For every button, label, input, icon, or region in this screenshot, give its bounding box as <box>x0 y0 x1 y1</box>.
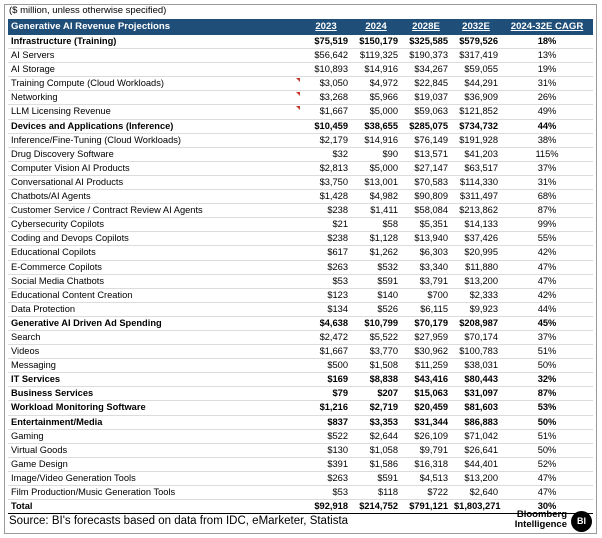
table-row <box>8 316 593 330</box>
value-cell-2024: $14,916 <box>351 63 401 77</box>
cagr-cell: 55% <box>501 232 593 246</box>
cagr-cell: 30% <box>501 500 593 514</box>
table-row <box>8 302 593 316</box>
value-cell-2024: $150,179 <box>351 35 401 49</box>
value-cell-2023: $391 <box>301 457 351 471</box>
value-cell-2024: $8,838 <box>351 373 401 387</box>
row-label: Chatbots/AI Agents <box>8 190 301 204</box>
row-label: IT Services <box>8 373 301 387</box>
cagr-cell: 53% <box>501 401 593 415</box>
comment-marker-icon <box>296 92 300 96</box>
value-cell-2028: $22,845 <box>401 77 451 91</box>
value-cell-2028: $9,791 <box>401 443 451 457</box>
row-label: Customer Service / Contract Review AI Agents <box>8 204 301 218</box>
value-cell-2023: $10,459 <box>301 119 351 133</box>
value-cell-2024: $3,770 <box>351 345 401 359</box>
value-cell-2032: $2,640 <box>451 486 501 500</box>
value-cell-2023: $617 <box>301 246 351 260</box>
row-label: Messaging <box>8 359 301 373</box>
col-header-2032e: 2032E <box>462 21 490 32</box>
cagr-cell: 51% <box>501 345 593 359</box>
value-cell-2032: $114,330 <box>451 175 501 189</box>
value-cell-2024: $119,325 <box>351 49 401 63</box>
table-row <box>8 471 593 485</box>
row-label: LLM Licensing Revenue <box>8 105 301 119</box>
value-cell-2032: $13,200 <box>451 471 501 485</box>
table-row <box>8 387 593 401</box>
source-note: Source: BI's forecasts based on data from IDC, eMarketer, Statista <box>9 515 349 527</box>
value-cell-2024: $5,522 <box>351 330 401 344</box>
cagr-cell: 37% <box>501 330 593 344</box>
value-cell-2032: $2,333 <box>451 288 501 302</box>
row-label: Gaming <box>8 429 301 443</box>
cagr-cell: 19% <box>501 63 593 77</box>
value-cell-2028: $6,115 <box>401 302 451 316</box>
value-cell-2024: $10,799 <box>351 316 401 330</box>
cagr-cell: 50% <box>501 443 593 457</box>
table-row <box>8 105 593 119</box>
value-cell-2028: $27,959 <box>401 330 451 344</box>
value-cell-2032: $44,291 <box>451 77 501 91</box>
value-cell-2024: $3,353 <box>351 415 401 429</box>
table-row <box>8 486 593 500</box>
value-cell-2024: $5,000 <box>351 105 401 119</box>
value-cell-2028: $70,583 <box>401 175 451 189</box>
table-row <box>8 359 593 373</box>
row-label: AI Servers <box>8 49 301 63</box>
value-cell-2028: $700 <box>401 288 451 302</box>
value-cell-2032: $81,603 <box>451 401 501 415</box>
value-cell-2032: $100,783 <box>451 345 501 359</box>
value-cell-2028: $19,037 <box>401 91 451 105</box>
table-header-row <box>8 19 593 35</box>
value-cell-2023: $4,638 <box>301 316 351 330</box>
comment-marker-icon <box>296 78 300 82</box>
value-cell-2032: $70,174 <box>451 330 501 344</box>
col-header-2023: 2023 <box>315 21 337 32</box>
row-label: Devices and Applications (Inference) <box>8 119 301 133</box>
row-label: Search <box>8 330 301 344</box>
value-cell-2028: $325,585 <box>401 35 451 49</box>
cagr-cell: 50% <box>501 359 593 373</box>
row-label: E-Commerce Copilots <box>8 260 301 274</box>
table-body <box>8 35 593 514</box>
table-row <box>8 133 593 147</box>
cagr-cell: 31% <box>501 77 593 91</box>
table-row <box>8 260 593 274</box>
value-cell-2032: $38,031 <box>451 359 501 373</box>
row-label: Computer Vision AI Products <box>8 161 301 175</box>
value-cell-2024: $5,966 <box>351 91 401 105</box>
value-cell-2032: $121,852 <box>451 105 501 119</box>
value-cell-2023: $2,179 <box>301 133 351 147</box>
value-cell-2028: $76,149 <box>401 133 451 147</box>
cagr-cell: 49% <box>501 105 593 119</box>
value-cell-2028: $70,179 <box>401 316 451 330</box>
value-cell-2024: $2,719 <box>351 401 401 415</box>
cagr-cell: 87% <box>501 204 593 218</box>
value-cell-2032: $37,426 <box>451 232 501 246</box>
col-header-2028e: 2028E <box>412 21 440 32</box>
cagr-cell: 45% <box>501 316 593 330</box>
row-label: Training Compute (Cloud Workloads) <box>8 77 301 91</box>
cagr-cell: 99% <box>501 218 593 232</box>
table-row <box>8 415 593 429</box>
value-cell-2024: $1,508 <box>351 359 401 373</box>
cagr-cell: 31% <box>501 175 593 189</box>
value-cell-2024: $1,411 <box>351 204 401 218</box>
cagr-cell: 42% <box>501 288 593 302</box>
value-cell-2023: $169 <box>301 373 351 387</box>
cagr-cell: 50% <box>501 415 593 429</box>
value-cell-2024: $591 <box>351 274 401 288</box>
table-row <box>8 119 593 133</box>
brand-line-2: Intelligence <box>514 519 567 530</box>
value-cell-2024: $13,001 <box>351 175 401 189</box>
row-label: Cybersecurity Copilots <box>8 218 301 232</box>
cagr-cell: 26% <box>501 91 593 105</box>
value-cell-2032: $213,862 <box>451 204 501 218</box>
value-cell-2028: $90,809 <box>401 190 451 204</box>
cagr-cell: 47% <box>501 260 593 274</box>
table-row <box>8 63 593 77</box>
value-cell-2032: $80,443 <box>451 373 501 387</box>
value-cell-2024: $58 <box>351 218 401 232</box>
value-cell-2032: $36,909 <box>451 91 501 105</box>
value-cell-2032: $208,987 <box>451 316 501 330</box>
cagr-cell: 47% <box>501 274 593 288</box>
value-cell-2032: $14,133 <box>451 218 501 232</box>
table-row <box>8 232 593 246</box>
value-cell-2023: $3,050 <box>301 77 351 91</box>
table-row <box>8 373 593 387</box>
units-note: ($ million, unless otherwise specified) <box>9 5 167 16</box>
value-cell-2028: $16,318 <box>401 457 451 471</box>
cagr-cell: 51% <box>501 429 593 443</box>
table-row <box>8 401 593 415</box>
value-cell-2023: $1,667 <box>301 105 351 119</box>
table-row <box>8 274 593 288</box>
value-cell-2028: $3,791 <box>401 274 451 288</box>
row-label: Total <box>8 500 301 514</box>
row-label: Drug Discovery Software <box>8 147 301 161</box>
value-cell-2032: $31,097 <box>451 387 501 401</box>
value-cell-2023: $1,428 <box>301 190 351 204</box>
table-row <box>8 246 593 260</box>
value-cell-2028: $15,063 <box>401 387 451 401</box>
value-cell-2023: $75,519 <box>301 35 351 49</box>
value-cell-2028: $59,063 <box>401 105 451 119</box>
table-row <box>8 49 593 63</box>
value-cell-2023: $2,813 <box>301 161 351 175</box>
table-row <box>8 91 593 105</box>
value-cell-2028: $13,940 <box>401 232 451 246</box>
row-label: Business Services <box>8 387 301 401</box>
cagr-cell: 18% <box>501 35 593 49</box>
row-label: Generative AI Driven Ad Spending <box>8 316 301 330</box>
row-label: Virtual Goods <box>8 443 301 457</box>
table-row <box>8 175 593 189</box>
value-cell-2023: $53 <box>301 486 351 500</box>
value-cell-2028: $3,340 <box>401 260 451 274</box>
value-cell-2024: $4,972 <box>351 77 401 91</box>
value-cell-2023: $1,667 <box>301 345 351 359</box>
value-cell-2024: $532 <box>351 260 401 274</box>
col-header-cagr: 2024-32E CAGR <box>510 21 584 32</box>
value-cell-2032: $44,401 <box>451 457 501 471</box>
value-cell-2023: $238 <box>301 204 351 218</box>
table-row <box>8 204 593 218</box>
cagr-cell: 68% <box>501 190 593 204</box>
value-cell-2028: $722 <box>401 486 451 500</box>
value-cell-2028: $34,267 <box>401 63 451 77</box>
row-label: Educational Content Creation <box>8 288 301 302</box>
value-cell-2024: $1,262 <box>351 246 401 260</box>
value-cell-2028: $791,121 <box>401 500 451 514</box>
row-label: Networking <box>8 91 301 105</box>
value-cell-2023: $238 <box>301 232 351 246</box>
value-cell-2028: $26,109 <box>401 429 451 443</box>
cagr-cell: 44% <box>501 119 593 133</box>
table-row <box>8 330 593 344</box>
table-row <box>8 35 593 49</box>
value-cell-2032: $20,995 <box>451 246 501 260</box>
table-row <box>8 147 593 161</box>
value-cell-2032: $191,928 <box>451 133 501 147</box>
value-cell-2028: $11,259 <box>401 359 451 373</box>
table-row <box>8 288 593 302</box>
cagr-cell: 38% <box>501 133 593 147</box>
cagr-cell: 87% <box>501 387 593 401</box>
cagr-cell: 47% <box>501 486 593 500</box>
value-cell-2032: $734,732 <box>451 119 501 133</box>
row-label: Videos <box>8 345 301 359</box>
value-cell-2028: $31,344 <box>401 415 451 429</box>
value-cell-2024: $214,752 <box>351 500 401 514</box>
value-cell-2023: $2,472 <box>301 330 351 344</box>
value-cell-2032: $579,526 <box>451 35 501 49</box>
value-cell-2023: $837 <box>301 415 351 429</box>
value-cell-2023: $1,216 <box>301 401 351 415</box>
value-cell-2023: $263 <box>301 471 351 485</box>
value-cell-2028: $4,513 <box>401 471 451 485</box>
value-cell-2023: $130 <box>301 443 351 457</box>
value-cell-2028: $43,416 <box>401 373 451 387</box>
value-cell-2023: $32 <box>301 147 351 161</box>
revenue-projection-table <box>8 19 593 514</box>
col-header-2024: 2024 <box>365 21 387 32</box>
row-label: Data Protection <box>8 302 301 316</box>
value-cell-2032: $86,883 <box>451 415 501 429</box>
row-label: AI Storage <box>8 63 301 77</box>
value-cell-2032: $41,203 <box>451 147 501 161</box>
row-label: Workload Monitoring Software <box>8 401 301 415</box>
brand-line-1: Bloomberg <box>516 509 567 520</box>
value-cell-2023: $522 <box>301 429 351 443</box>
value-cell-2024: $1,586 <box>351 457 401 471</box>
value-cell-2023: $500 <box>301 359 351 373</box>
value-cell-2023: $92,918 <box>301 500 351 514</box>
cagr-cell: 42% <box>501 246 593 260</box>
row-label: Conversational AI Products <box>8 175 301 189</box>
row-label: Social Media Chatbots <box>8 274 301 288</box>
comment-marker-icon <box>296 106 300 110</box>
table-row <box>8 77 593 91</box>
value-cell-2023: $56,642 <box>301 49 351 63</box>
cagr-cell: 32% <box>501 373 593 387</box>
row-label: Film Production/Music Generation Tools <box>8 486 301 500</box>
value-cell-2032: $63,517 <box>451 161 501 175</box>
table-row <box>8 443 593 457</box>
cagr-cell: 52% <box>501 457 593 471</box>
row-label: Image/Video Generation Tools <box>8 471 301 485</box>
table-row <box>8 161 593 175</box>
value-cell-2028: $190,373 <box>401 49 451 63</box>
row-label: Coding and Devops Copilots <box>8 232 301 246</box>
value-cell-2024: $1,128 <box>351 232 401 246</box>
table-row <box>8 218 593 232</box>
value-cell-2032: $13,200 <box>451 274 501 288</box>
value-cell-2032: $1,803,271 <box>451 500 501 514</box>
table-row <box>8 457 593 471</box>
value-cell-2024: $140 <box>351 288 401 302</box>
footer <box>4 507 597 534</box>
value-cell-2032: $11,880 <box>451 260 501 274</box>
value-cell-2023: $3,268 <box>301 91 351 105</box>
value-cell-2032: $317,419 <box>451 49 501 63</box>
value-cell-2032: $71,042 <box>451 429 501 443</box>
brand-badge-icon: BI <box>571 511 592 532</box>
value-cell-2024: $5,000 <box>351 161 401 175</box>
value-cell-2023: $263 <box>301 260 351 274</box>
value-cell-2024: $591 <box>351 471 401 485</box>
row-label: Inference/Fine-Tuning (Cloud Workloads) <box>8 133 301 147</box>
value-cell-2024: $1,058 <box>351 443 401 457</box>
cagr-cell: 115% <box>501 147 593 161</box>
cagr-cell: 44% <box>501 302 593 316</box>
brand-logo-text <box>515 510 567 530</box>
row-label: Educational Copilots <box>8 246 301 260</box>
row-label: Entertainment/Media <box>8 415 301 429</box>
value-cell-2028: $285,075 <box>401 119 451 133</box>
value-cell-2024: $38,655 <box>351 119 401 133</box>
table-row <box>8 429 593 443</box>
value-cell-2024: $118 <box>351 486 401 500</box>
value-cell-2032: $59,055 <box>451 63 501 77</box>
value-cell-2028: $20,459 <box>401 401 451 415</box>
value-cell-2024: $14,916 <box>351 133 401 147</box>
table-title: Generative AI Revenue Projections <box>11 21 171 32</box>
value-cell-2028: $5,351 <box>401 218 451 232</box>
value-cell-2028: $58,084 <box>401 204 451 218</box>
value-cell-2024: $90 <box>351 147 401 161</box>
value-cell-2028: $6,303 <box>401 246 451 260</box>
value-cell-2023: $79 <box>301 387 351 401</box>
value-cell-2028: $30,962 <box>401 345 451 359</box>
row-label: Infrastructure (Training) <box>8 35 301 49</box>
value-cell-2032: $9,923 <box>451 302 501 316</box>
value-cell-2023: $10,893 <box>301 63 351 77</box>
value-cell-2023: $53 <box>301 274 351 288</box>
value-cell-2028: $13,571 <box>401 147 451 161</box>
value-cell-2032: $311,497 <box>451 190 501 204</box>
value-cell-2024: $526 <box>351 302 401 316</box>
table-row <box>8 345 593 359</box>
row-label: Game Design <box>8 457 301 471</box>
cagr-cell: 47% <box>501 471 593 485</box>
value-cell-2028: $27,147 <box>401 161 451 175</box>
value-cell-2023: $123 <box>301 288 351 302</box>
value-cell-2023: $21 <box>301 218 351 232</box>
value-cell-2024: $207 <box>351 387 401 401</box>
value-cell-2032: $26,641 <box>451 443 501 457</box>
value-cell-2023: $3,750 <box>301 175 351 189</box>
table-row <box>8 190 593 204</box>
value-cell-2024: $2,644 <box>351 429 401 443</box>
value-cell-2023: $134 <box>301 302 351 316</box>
value-cell-2024: $4,982 <box>351 190 401 204</box>
cagr-cell: 37% <box>501 161 593 175</box>
cagr-cell: 13% <box>501 49 593 63</box>
